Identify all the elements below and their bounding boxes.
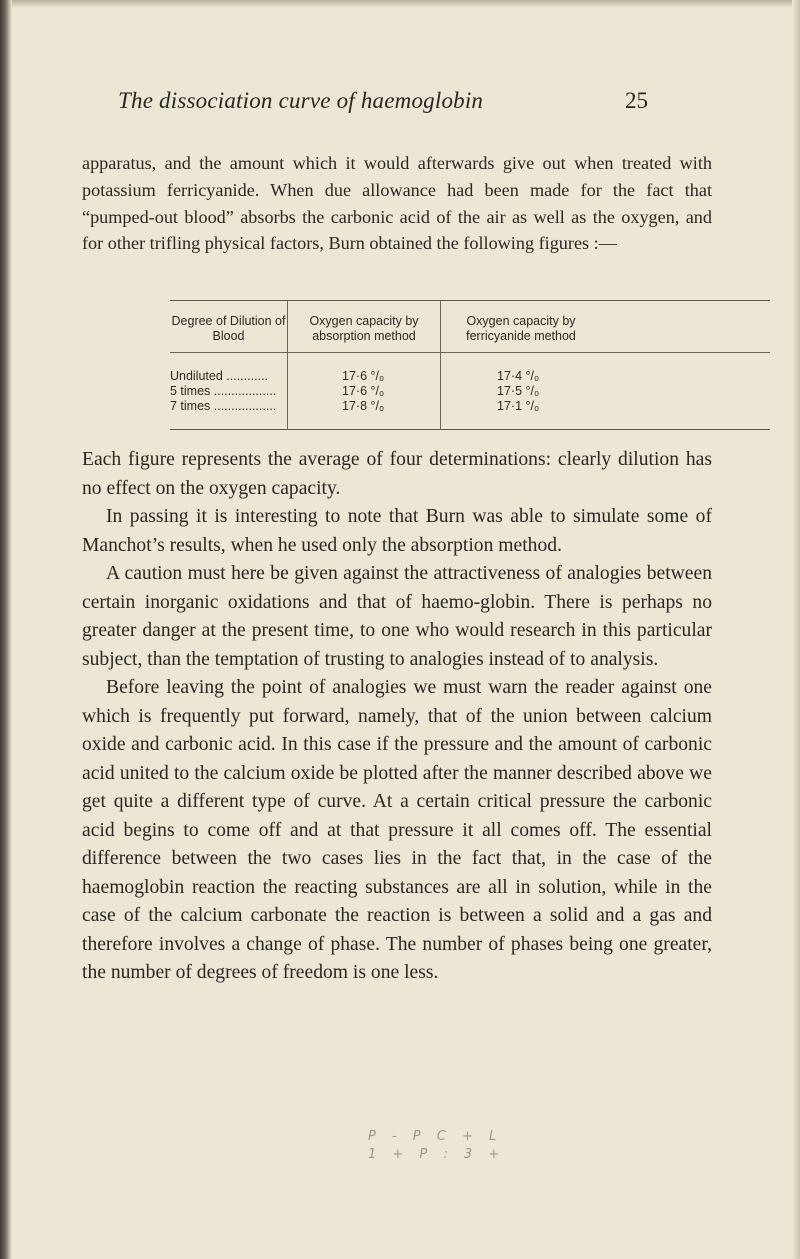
- table-header-dilution: Degree of Dilution of Blood: [171, 314, 286, 343]
- intro-paragraph: apparatus, and the amount which it would afterwards give out when treated with potassium ferricyanide. When due allowance had been made for the fact that “pumped-out blood” absorbs the carbonic acid of the air as well as the oxygen, and for other trifling physical factors, Burn obtained the following figures :—: [82, 153, 712, 254]
- table-header-absorption: Oxygen capacity by absorption method: [309, 314, 419, 343]
- absorption-value: 17·8 °/₀: [342, 399, 385, 413]
- pencil-annotation: [368, 1128, 505, 1164]
- ferricyanide-value: 17·1 °/₀: [497, 399, 540, 413]
- pencil-line: P - P C + L: [368, 1129, 503, 1144]
- table-header-ferricyanide: Oxygen capacity by ferricyanide method: [466, 314, 576, 343]
- table-header-rule: [170, 352, 770, 353]
- page-header: [118, 88, 648, 128]
- row-label: 7 times ..................: [170, 399, 277, 413]
- table-top-rule: [170, 300, 770, 301]
- page-binding-edge: [0, 0, 12, 1259]
- table-row: [170, 399, 770, 414]
- absorption-value: 17·6 °/₀: [342, 369, 385, 383]
- row-label: 5 times ..................: [170, 384, 277, 398]
- page-number: 25: [625, 88, 648, 113]
- main-text: [82, 446, 712, 988]
- intro-text: [82, 150, 712, 257]
- page-top-shadow: [0, 0, 800, 8]
- ferricyanide-value: 17·5 °/₀: [497, 384, 540, 398]
- paragraph: A caution must here be given against the attractiveness of analogies between certain inorganic oxidations and that of haemo-globin. There is perhaps no greater danger at the present time, to one who would research in this particular subject, than the temptation of trusting to analogies instead of to analysis.: [82, 563, 712, 670]
- absorption-value: 17·6 °/₀: [342, 384, 385, 398]
- oxygen-capacity-table: [170, 300, 770, 430]
- table-bottom-rule: [170, 429, 770, 430]
- paragraph: In passing it is interesting to note that Burn was able to simulate some of Manchot’s results, when he used only the absorption method.: [82, 506, 712, 556]
- paragraph: Each figure represents the average of four determinations: clearly dilution has no effect on the oxygen capacity.: [82, 449, 712, 499]
- paragraph: Before leaving the point of analogies we must warn the reader against one which is frequently put forward, namely, that of the union between calcium oxide and carbonic acid. In this case if the pressure and the amount of carbonic acid united to the calcium oxide be plotted after the manner described above we get quite a different type of curve. At a certain critical pressure the carbonic acid begins to come off and at that pressure it all comes off. The essential difference between the two cases lies in the fact that, in the case of the haemoglobin reaction the reacting substances are all in solution, while in the case of the calcium carbonate the reaction is between a solid and a gas and therefore involves a change of phase. The number of phases being one greater, the number of degrees of freedom is one less.: [82, 677, 712, 983]
- running-title: The dissociation curve of haemoglobin: [118, 88, 484, 113]
- row-label: Undiluted ............: [170, 369, 268, 383]
- table-row: [170, 384, 770, 399]
- page-right-edge: [792, 0, 800, 1259]
- table-row: [170, 369, 770, 384]
- ferricyanide-value: 17·4 °/₀: [497, 369, 540, 383]
- pencil-line: 1 + P : 3 +: [368, 1147, 506, 1162]
